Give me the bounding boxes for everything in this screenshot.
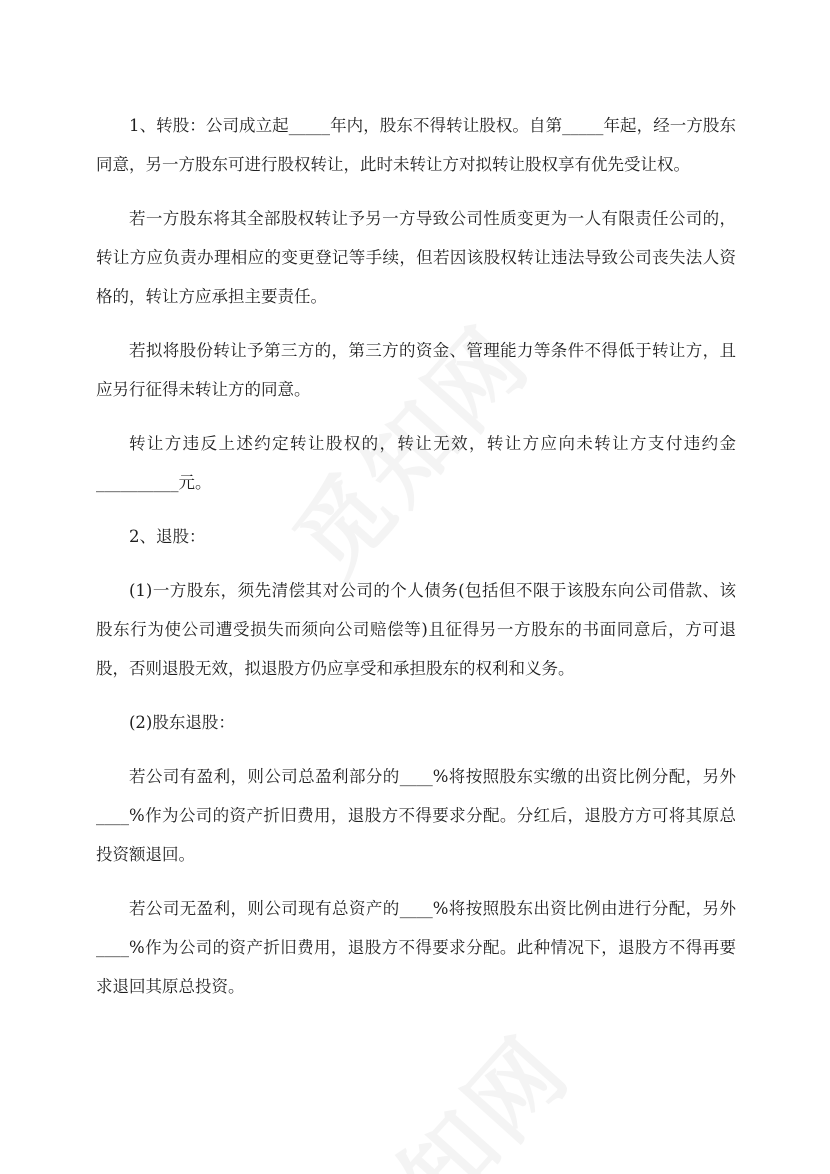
paragraph-third-party: 若拟将股份转让予第三方的，第三方的资金、管理能力等条件不得低于转让方，且应另行征得未转让方的同意。 <box>96 341 736 399</box>
paragraph-profit-case: 若公司有盈利，则公司总盈利部分的____%将按照股东实缴的出资比例分配，另外____%作为公司的资产折旧费用，退股方不得要求分配。分红后，退股方方可将其原总投资额退回。 <box>96 767 736 864</box>
section-heading-withdrawal: 2、退股： <box>129 527 206 546</box>
paragraph-transfer-clause: 1、转股：公司成立起_____年内，股东不得转让股权。自第_____年起，经一方股东同意，另一方股东可进行股权转让，此时未转让方对拟转让股权享有优先受让权。 <box>96 116 736 174</box>
paragraph-penalty: 转让方违反上述约定转让股权的，转让无效，转让方应向未转让方支付违约金__________元。 <box>96 434 736 492</box>
subheading-shareholder-withdrawal: (2)股东退股： <box>129 713 235 732</box>
paragraph-withdrawal-condition: (1)一方股东，须先清偿其对公司的个人债务(包括但不限于该股东向公司借款、该股东行为使公司遭受损失而须向公司赔偿等)且征得另一方股东的书面同意后，方可退股，否则退股无效，拟退股方仍应享受和承担股东的权利和义务。 <box>96 581 736 678</box>
paragraph-full-transfer: 若一方股东将其全部股权转让予另一方导致公司性质变更为一人有限责任公司的，转让方应负责办理相应的变更登记等手续，但若因该股权转让违法导致公司丧失法人资格的，转让方应承担主要责任。 <box>96 209 736 306</box>
document-body <box>96 106 736 1021</box>
paragraph-no-profit-case: 若公司无盈利，则公司现有总资产的____%将按照股东出资比例由进行分配，另外____%作为公司的资产折旧费用，退股方不得要求分配。此种情况下，退股方不得再要求退回其原总投资。 <box>96 899 736 996</box>
watermark <box>300 1003 595 1174</box>
